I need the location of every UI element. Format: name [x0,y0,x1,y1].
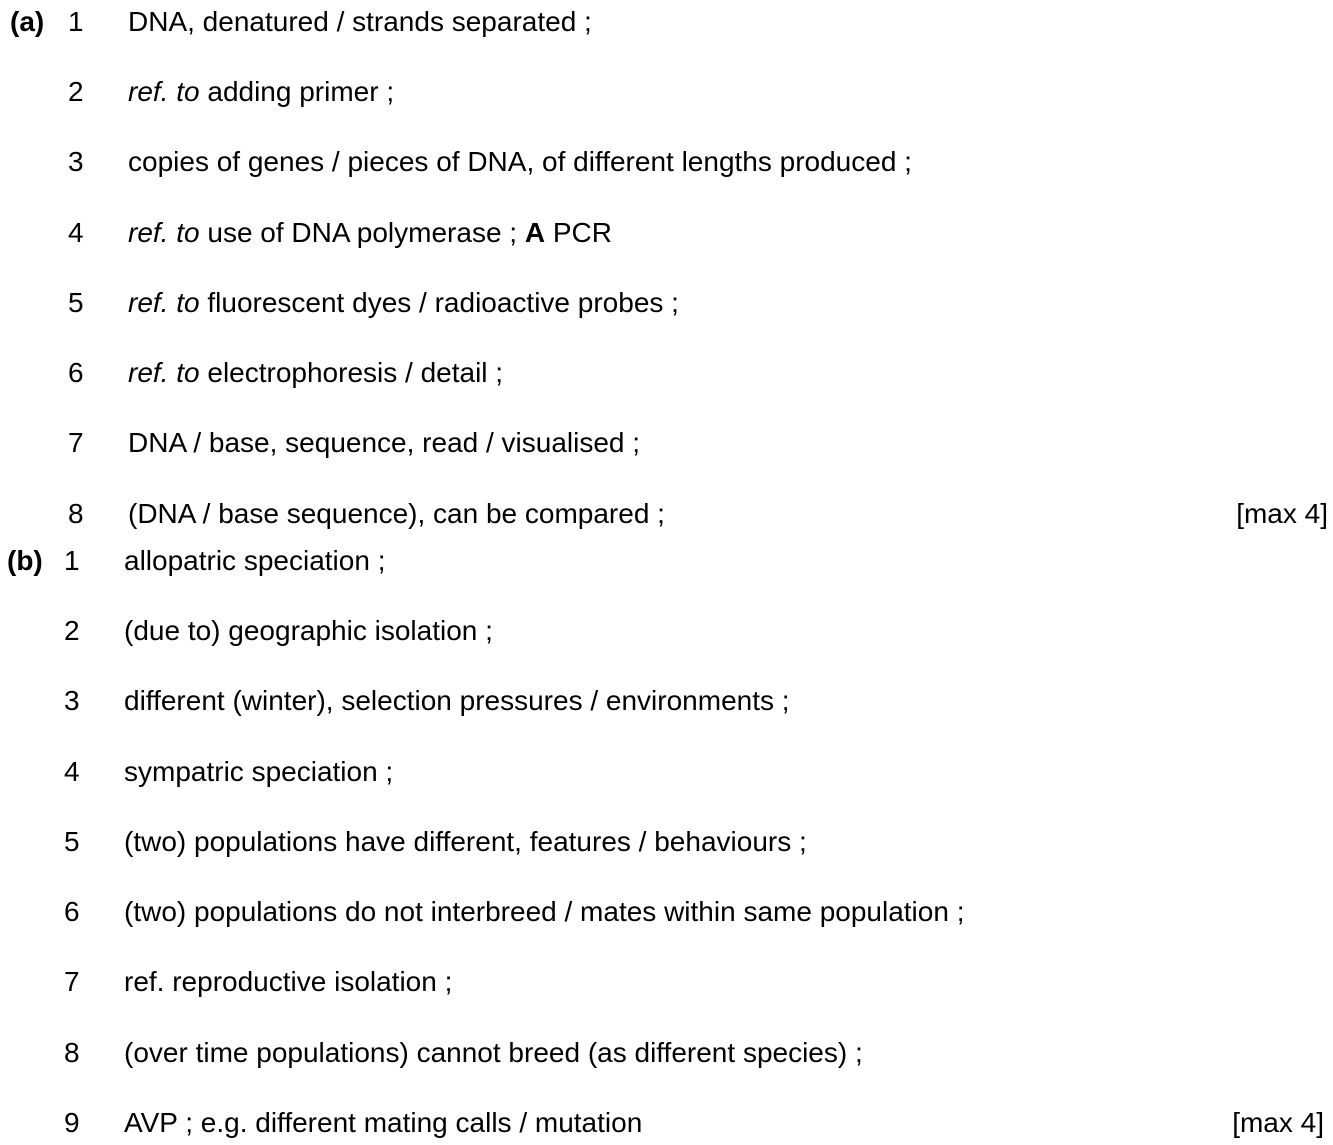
item-text: ref. to fluorescent dyes / radioactive probes ; [128,287,679,318]
item-text: DNA, denatured / strands separated ; [128,6,592,37]
item-text: different (winter), selection pressures / environments ; [124,685,790,716]
item-number: 4 [64,756,80,787]
part-b-item-1 [0,544,1333,578]
part-b-item-4 [0,755,1333,789]
part-b-label: (b) [7,545,43,576]
part-b-item-3 [0,684,1333,718]
part-b-item-5 [0,825,1333,859]
item-number: 6 [64,896,80,927]
part-a-item-6 [0,356,1333,390]
item-text: (due to) geographic isolation ; [124,615,493,646]
part-a-item-8 [0,497,1333,531]
item-text: copies of genes / pieces of DNA, of different lengths produced ; [128,146,912,177]
part-b-item-7 [0,965,1333,999]
item-number: 1 [64,545,80,576]
item-text: (DNA / base sequence), can be compared ; [128,498,665,529]
part-a-label: (a) [10,6,45,37]
item-text: ref. reproductive isolation ; [124,966,453,997]
part-b-max-marks: [max 4] [1232,1107,1324,1138]
part-b-item-2 [0,614,1333,648]
item-number: 6 [68,357,84,388]
item-number: 8 [64,1037,80,1068]
item-number: 2 [64,615,80,646]
item-number: 9 [64,1107,80,1138]
item-text: allopatric speciation ; [124,545,386,576]
item-number: 8 [68,498,84,529]
item-text: ref. to electrophoresis / detail ; [128,357,504,388]
item-text: AVP ; e.g. different mating calls / mutation [124,1107,643,1138]
part-b-item-8 [0,1036,1333,1070]
item-text: (over time populations) cannot breed (as different species) ; [124,1037,863,1068]
item-text: sympatric speciation ; [124,756,394,787]
part-a-item-3 [0,145,1333,179]
part-a-item-2 [0,75,1333,109]
part-a-item-1 [0,5,1333,39]
item-number: 1 [68,6,84,37]
item-number: 5 [64,826,80,857]
item-number: 7 [64,966,80,997]
item-text: (two) populations have different, features / behaviours ; [124,826,807,857]
item-number: 5 [68,287,84,318]
part-a-item-4 [0,216,1333,250]
part-b-item-6 [0,895,1333,929]
item-number: 2 [68,76,84,107]
item-text: ref. to use of DNA polymerase ; A PCR [128,217,612,248]
item-text: (two) populations do not interbreed / mates within same population ; [124,896,965,927]
part-b-item-9 [0,1106,1333,1140]
part-a-item-7 [0,426,1333,460]
item-number: 3 [64,685,80,716]
item-text: ref. to adding primer ; [128,76,395,107]
item-number: 3 [68,146,84,177]
item-text: DNA / base, sequence, read / visualised ; [128,427,641,458]
item-number: 7 [68,427,84,458]
item-number: 4 [68,217,84,248]
part-a-max-marks: [max 4] [1236,498,1328,529]
part-a-item-5 [0,286,1333,320]
